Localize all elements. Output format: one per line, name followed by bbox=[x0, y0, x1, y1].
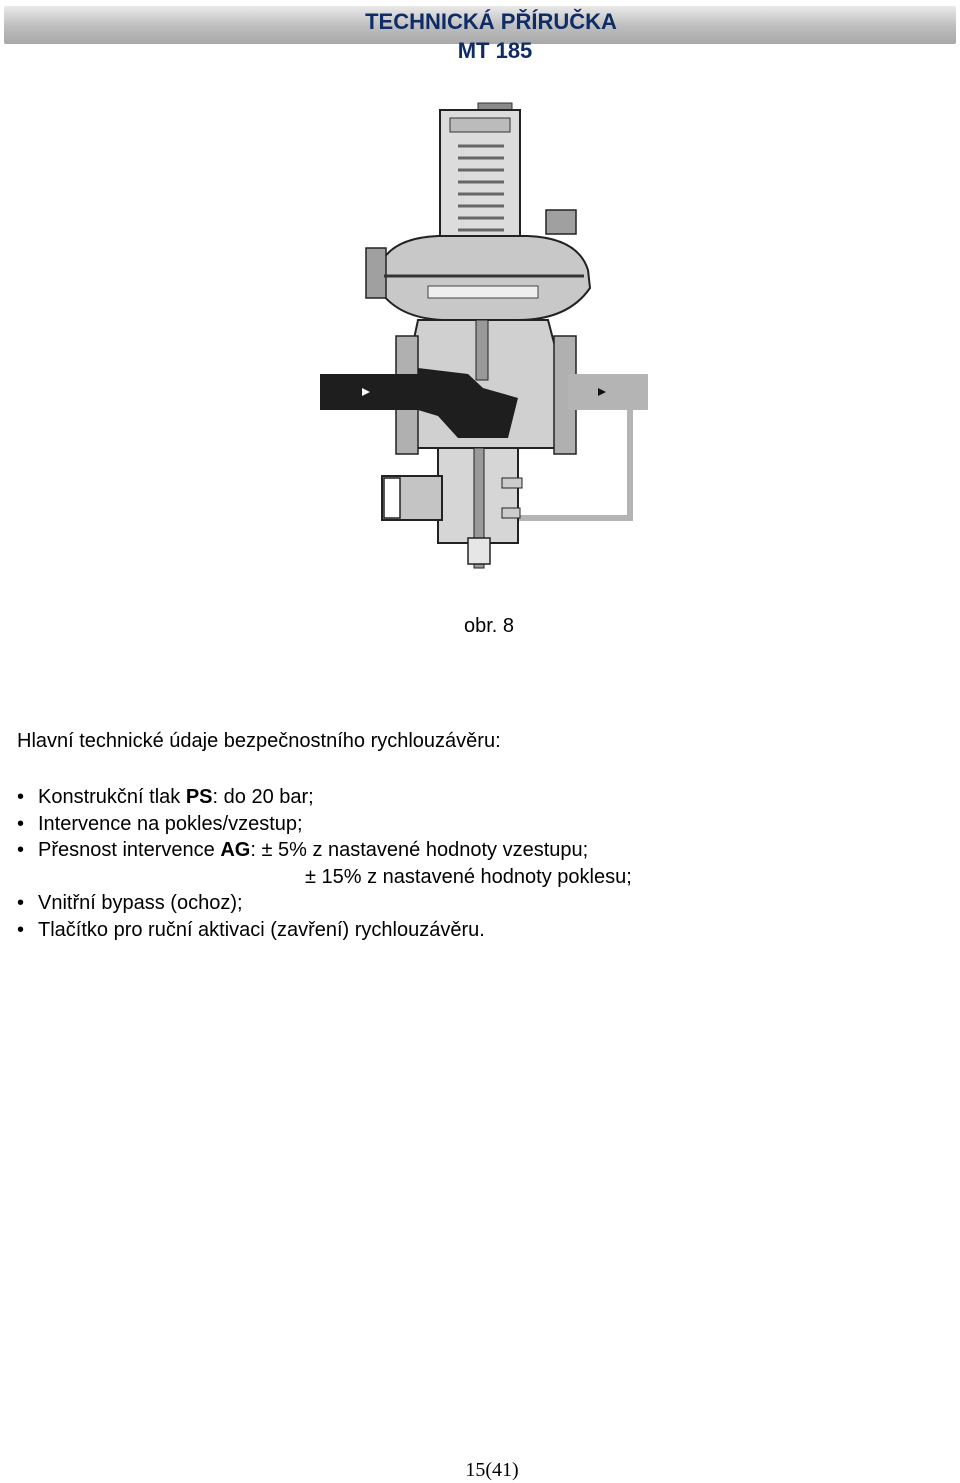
bullet-icon: • bbox=[17, 892, 25, 914]
document-title: TECHNICKÁ PŘÍRUČKA bbox=[365, 9, 617, 34]
bullet-icon: • bbox=[17, 918, 25, 941]
section-heading: Hlavní technické údaje bezpečnostního rychlouzávěru: bbox=[17, 730, 501, 752]
spring-housing bbox=[440, 103, 520, 248]
bullet-icon: • bbox=[17, 786, 25, 808]
bullet-icon: • bbox=[17, 812, 25, 835]
bullet-icon: • bbox=[17, 839, 25, 861]
list-item: • Vnitřní bypass (ochoz); bbox=[17, 890, 632, 917]
list-item: • Tlačítko pro ruční aktivaci (zavření) rychlouzávěru. bbox=[17, 917, 632, 944]
regulator-cross-section-figure bbox=[318, 98, 652, 572]
list-item: • Přesnost intervence AG: ± 5% z nastavené hodnoty vzestupu; bbox=[17, 837, 632, 864]
technical-specs-list bbox=[17, 784, 632, 943]
page-number: 15(41) bbox=[465, 1459, 519, 1481]
list-item: • Konstrukční tlak PS: do 20 bar; bbox=[17, 784, 632, 811]
safety-shutoff-device bbox=[382, 448, 522, 568]
list-item-continuation: ± 15% z nastavené hodnoty poklesu; bbox=[305, 865, 632, 888]
document-subtitle: MT 185 bbox=[457, 38, 533, 63]
list-item: • Intervence na pokles/vzestup; bbox=[17, 811, 632, 838]
figure-caption: obr. 8 bbox=[464, 615, 515, 637]
